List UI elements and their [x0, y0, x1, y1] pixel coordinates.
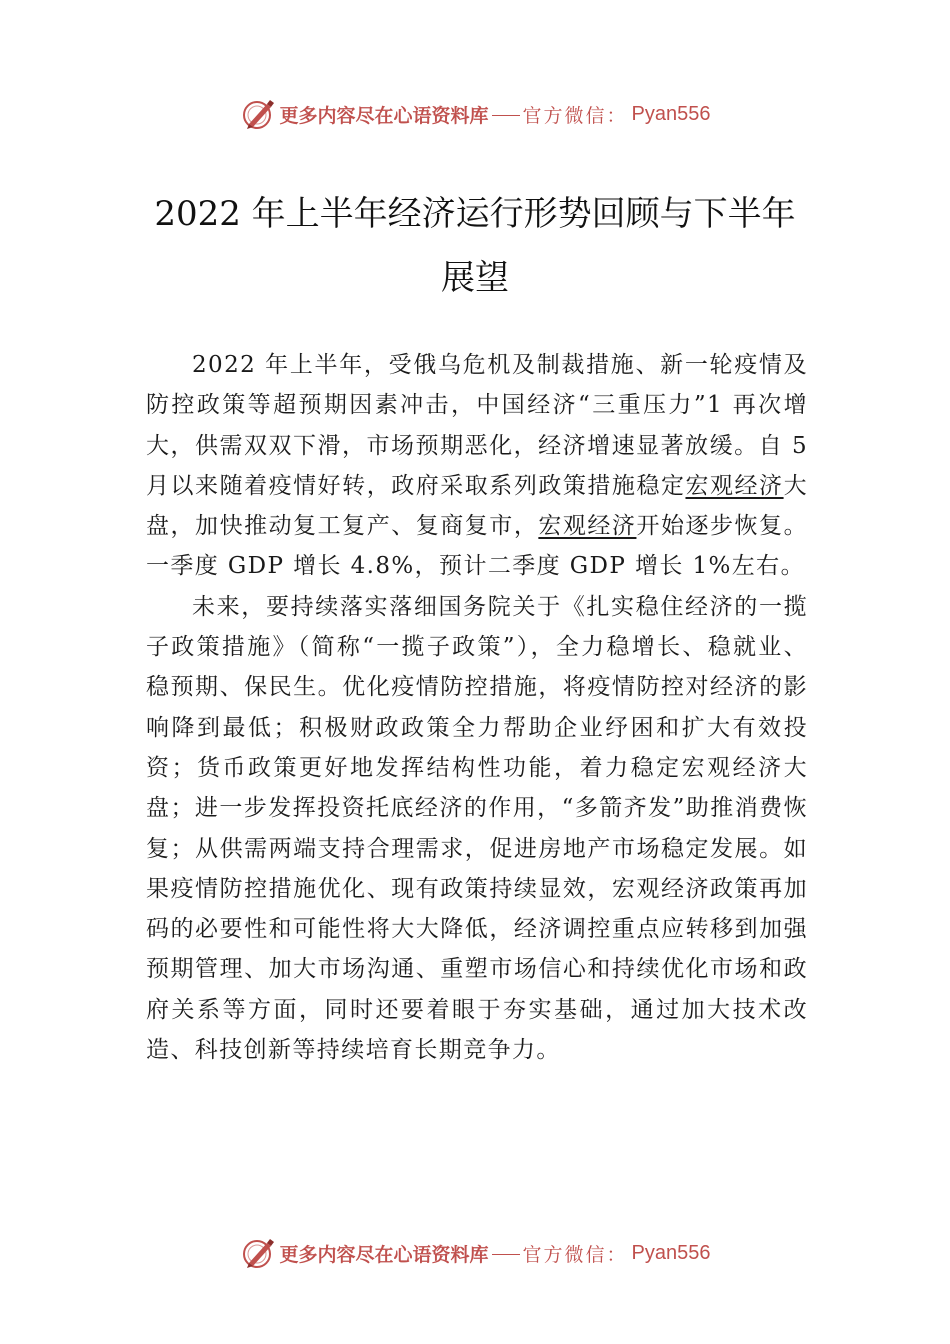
- banner-brand-text: 更多内容尽在心语资料库: [279, 104, 489, 127]
- paragraph-1-text-b: 大盘，加快推动复工复产、复商复市，: [146, 472, 808, 540]
- banner-wechat-label: 官方微信：: [522, 104, 628, 127]
- paragraph-1-text-c: 开始逐步恢复。一季度 GDP 增长 4.8%，预计二季度 GDP 增长 1%左右。: [146, 513, 808, 580]
- paragraph-1: [146, 345, 808, 587]
- pen-seal-logo-icon: [240, 96, 276, 132]
- pen-seal-logo-icon: [240, 1235, 276, 1271]
- banner-dash-divider: [492, 115, 520, 116]
- paragraph-2: 未来，要持续落实落细国务院关于《扎实稳住经济的一揽子政策措施》（简称“一揽子政策”），全力稳增长、稳就业、稳预期、保民生。优化疫情防控措施，将疫情防控对经济的影响降到最低；积极财政政策全力帮助企业纾困和扩大有效投资；货币政策更好地发挥结构性功能，着力稳定宏观经济大盘；进一步发挥投资托底经济的作用，“多箭齐发”助推消费恢复；从供需两端支持合理需求，促进房地产市场稳定发展。如果疫情防控措施优化、现有政策持续显效，宏观经济政策再加码的必要性和可能性将大大降低，经济调控重点应转移到加强预期管理、加大市场沟通、重塑市场信心和持续优化市场和政府关系等方面，同时还要着眼于夯实基础，通过加大技术改造、科技创新等持续培育长期竞争力。: [146, 593, 808, 1064]
- banner-wechat-label: 官方微信：: [522, 1243, 628, 1266]
- link-macro-economy-1[interactable]: 宏观经济: [685, 472, 784, 499]
- banner-wechat-handle: Pyan556: [631, 102, 711, 125]
- document-title: 2022 年上半年经济运行形势回顾与下半年展望: [154, 194, 796, 298]
- banner-dash-divider: [492, 1254, 520, 1255]
- footer-banner: [0, 1233, 950, 1273]
- banner-brand-text: 更多内容尽在心语资料库: [279, 1243, 489, 1266]
- banner-wechat-handle: Pyan556: [631, 1241, 711, 1264]
- document-body: [146, 345, 808, 1070]
- paragraph-1-text-a: 2022 年上半年，受俄乌危机及制裁措施、新一轮疫情及防控政策等超预期因素冲击，中国经济“三重压力”1 再次增大，供需双双下滑，市场预期恶化，经济增速显著放缓。自 5 月以来随着疫情好转，政府采取系列政策措施稳定: [146, 352, 808, 499]
- header-banner: [0, 94, 950, 134]
- link-macro-economy-2[interactable]: 宏观经济: [538, 513, 637, 540]
